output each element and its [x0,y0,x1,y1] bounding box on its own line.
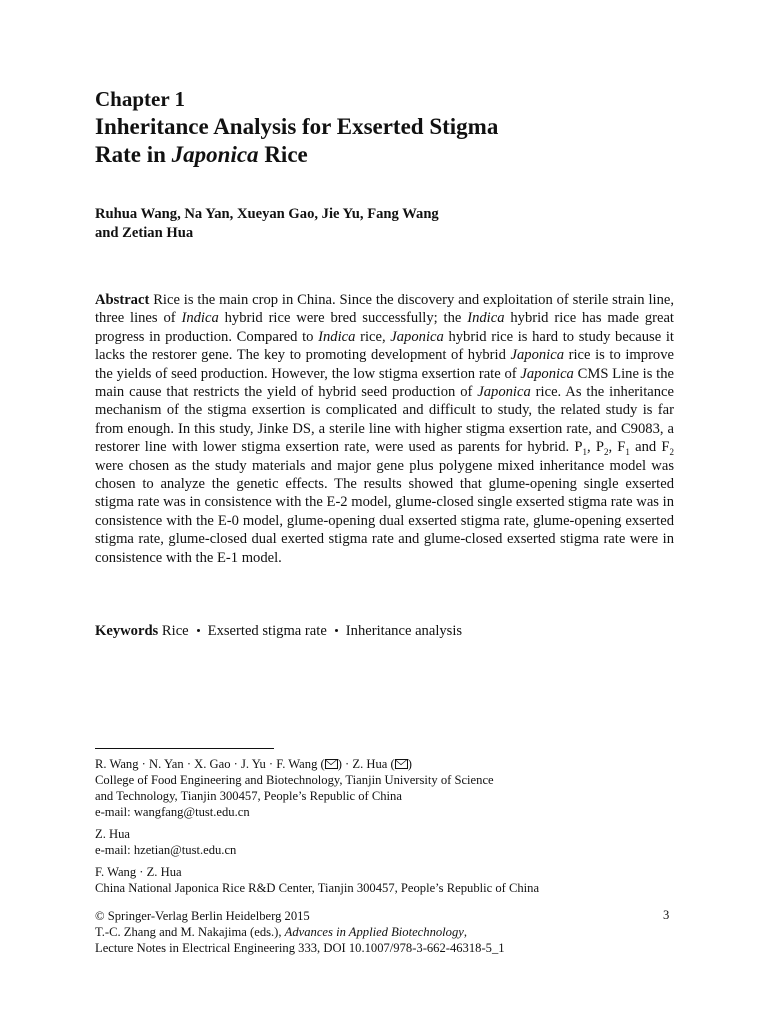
affiliation-line: and Technology, Tianjin 300457, People’s Republic of China [95,789,402,803]
bullet-separator [197,629,200,632]
doi-line: Lecture Notes in Electrical Engineering 333, DOI 10.1007/978-3-662-46318-5_1 [95,941,505,955]
affiliation-line: China National Japonica Rice R&D Center, Tianjin 300457, People’s Republic of China [95,881,540,895]
email-line: e-mail: hzetian@tust.edu.cn [95,843,237,857]
chapter-title [95,113,695,169]
abstract-italic: Japonica [477,384,531,401]
keyword-item: Inheritance analysis [345,623,463,639]
abstract-italic: Japonica [520,365,574,382]
page-number: 3 [663,908,670,922]
author-name: Z. Hua [95,827,130,841]
abstract-text: rice is to improve the yields of seed production. However, the low stigma exsertion rate of [95,347,674,382]
abstract-italic: Japonica [510,347,564,364]
title-italic: Japonica [171,142,259,167]
keyword-item: Exserted stigma rate [207,623,327,639]
bullet-separator [335,629,338,632]
abstract-text: CMS Line is the main cause that restricts the yield of hybrid seed production of [95,365,674,401]
footnote-rule [95,748,274,749]
abstract-text: hybrid rice is hard to study because it lacks the restorer gene. The key to promoting development of hybrid [95,328,674,364]
abstract-text: hybrid rice were bred successfully; the [218,310,468,327]
book-title: Advances in Applied Biotechnology [284,925,464,939]
abstract-italic: Japonica [390,328,444,345]
footnote-text: R. Wang · N. Yan · X. Gao · J. Yu · F. Wang ( [95,757,325,771]
envelope-icon [395,759,408,769]
title-line-1: Inheritance Analysis for Exserted Stigma [95,114,499,139]
email-line: e-mail: wangfang@tust.edu.cn [95,805,250,819]
abstract-text: , P [586,439,604,456]
author-names: F. Wang · Z. Hua [95,865,182,879]
citation-text: T.-C. Zhang and M. Nakajima (eds.), [95,925,285,939]
title-line-2 [95,141,695,169]
author-line-1: Ruhua Wang, Na Yan, Xueyan Gao, Jie Yu, Fang Wang [95,206,439,222]
abstract-text: rice. As the inheritance mechanism of the stigma exsertion is complicated and difficult to study, the related study is far from enough. In this study, Jinke DS, a sterile line with higher stigma exsertion rate, and C9083, a restorer line with lower stigma exsertion rate, were used as parents for hybrid. P [95,384,674,456]
citation-text: , [463,925,468,939]
abstract-text: were chosen as the study materials and major gene plus polygene mixed inheritance model was chosen to analyze the genetic effects. The results showed that glume-opening single exserted stigma rate was in consistence with the E-2 model, glume-closed single exserted stigma rate was in consistence with the E-0 model, glume-opening dual exserted stigma rate, glume-opening exserted stigma rate, glume-closed dual exerted stigma rate and glume-closed exserted stigma rate were in consistence with the E-1 model. [95,457,674,566]
abstract-heading: Abstract [95,292,150,308]
subscript: 1 [582,447,587,458]
author-list [95,205,695,243]
keywords [95,622,695,641]
abstract-text: rice, [355,328,391,345]
copyright-line: © Springer-Verlag Berlin Heidelberg 2015 [95,909,310,923]
footnote-authors [95,756,695,773]
abstract-text: hybrid rice has made great progress in production. Compared to [95,310,674,345]
affiliation-line: College of Food Engineering and Biotechnology, Tianjin University of Science [95,773,494,787]
citation-line [95,924,695,941]
abstract [95,291,674,567]
footnote-text: ) [407,757,412,771]
abstract-italic: Indica [181,310,219,327]
abstract-italic: Indica [467,310,505,327]
abstract-text: , F [608,439,626,456]
chapter-label: Chapter 1 [95,87,186,111]
title-text: Rice [258,142,308,167]
author-line-2: and Zetian Hua [95,225,194,241]
footnote-text: ) · Z. Hua ( [337,757,395,771]
keywords-heading: Keywords [95,623,159,639]
abstract-italic: Indica [318,328,356,345]
subscript: 2 [603,447,609,458]
abstract-text: Rice is the main crop in China. Since the discovery and exploitation of sterile strain line, three lines of [95,292,674,327]
title-text: Rate in [95,142,172,167]
subscript: 2 [669,447,674,458]
subscript: 1 [625,447,630,458]
envelope-icon [325,759,338,769]
abstract-text: and F [629,439,670,456]
keyword-item: Rice [161,623,189,639]
